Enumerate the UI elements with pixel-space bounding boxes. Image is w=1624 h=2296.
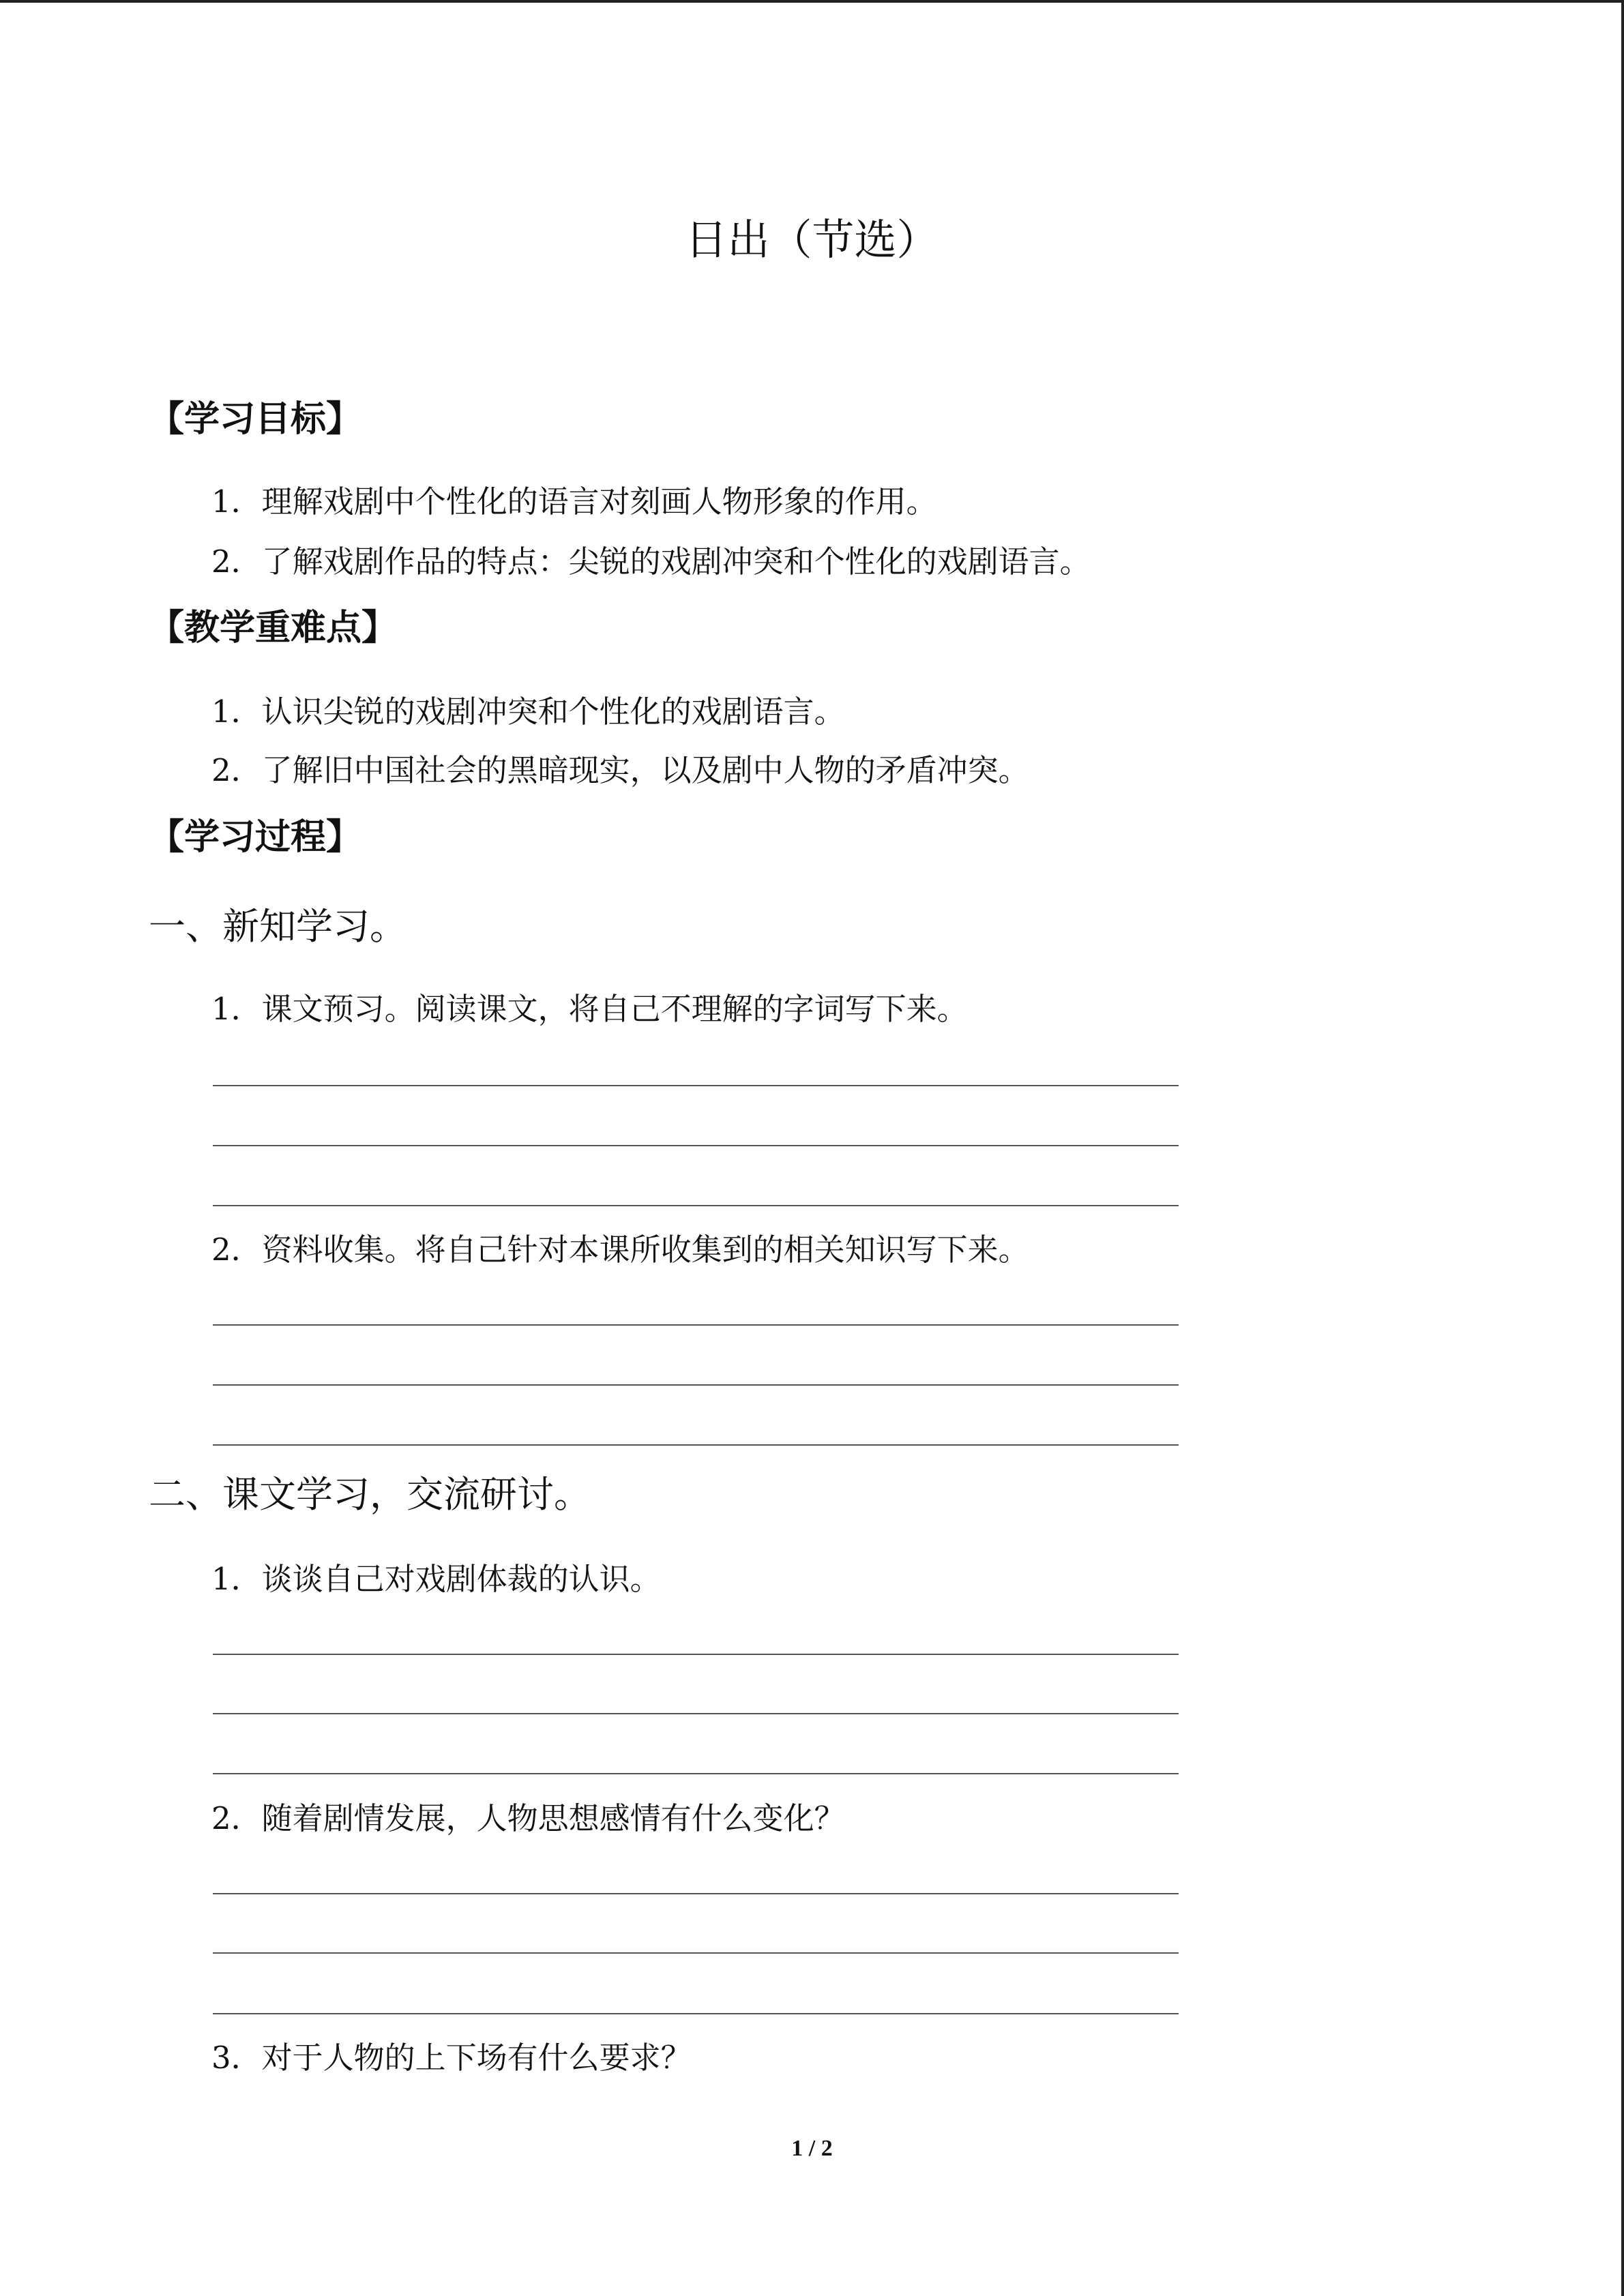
page-title: 日出（节选） — [685, 215, 939, 265]
page-border-top — [0, 0, 1624, 3]
key-point-item-1: 1．认识尖锐的戏剧冲突和个性化的戏剧语言。 — [211, 694, 845, 730]
part2-question-3: 3．对于人物的上下场有什么要求？ — [211, 2040, 692, 2076]
answer-line[interactable] — [213, 1444, 1179, 1446]
part1-question-1: 1．课文预习。阅读课文，将自己不理解的字词写下来。 — [211, 991, 968, 1027]
page-number: 1 / 2 — [791, 2136, 833, 2161]
objective-item-2: 2．了解戏剧作品的特点：尖锐的戏剧冲突和个性化的戏剧语言。 — [211, 543, 1091, 580]
page-border-right — [1621, 0, 1624, 2296]
process-heading: 【学习过程】 — [149, 816, 362, 858]
key-point-item-2: 2．了解旧中国社会的黑暗现实，以及剧中人物的矛盾冲突。 — [211, 752, 1029, 788]
answer-line[interactable] — [213, 2013, 1179, 2014]
answer-line[interactable] — [213, 1205, 1179, 1206]
answer-line[interactable] — [213, 1952, 1179, 1954]
answer-line[interactable] — [213, 1773, 1179, 1774]
part1-question-2: 2．资料收集。将自己针对本课所收集到的相关知识写下来。 — [211, 1232, 1029, 1268]
answer-line[interactable] — [213, 1085, 1179, 1086]
objective-item-1: 1．理解戏剧中个性化的语言对刻画人物形象的作用。 — [211, 483, 937, 520]
objectives-heading: 【学习目标】 — [149, 398, 362, 440]
answer-line[interactable] — [213, 1384, 1179, 1386]
answer-line[interactable] — [213, 1654, 1179, 1655]
answer-line[interactable] — [213, 1893, 1179, 1894]
part1-heading: 一、新知学习。 — [149, 905, 407, 948]
answer-line[interactable] — [213, 1713, 1179, 1714]
answer-line[interactable] — [213, 1324, 1179, 1326]
answer-line[interactable] — [213, 1145, 1179, 1146]
part2-question-1: 1．谈谈自己对戏剧体裁的认识。 — [211, 1561, 661, 1597]
part2-question-2: 2．随着剧情发展，人物思想感情有什么变化？ — [211, 1800, 845, 1836]
part2-heading: 二、课文学习，交流研讨。 — [149, 1473, 591, 1516]
key-points-heading: 【教学重难点】 — [149, 607, 398, 648]
